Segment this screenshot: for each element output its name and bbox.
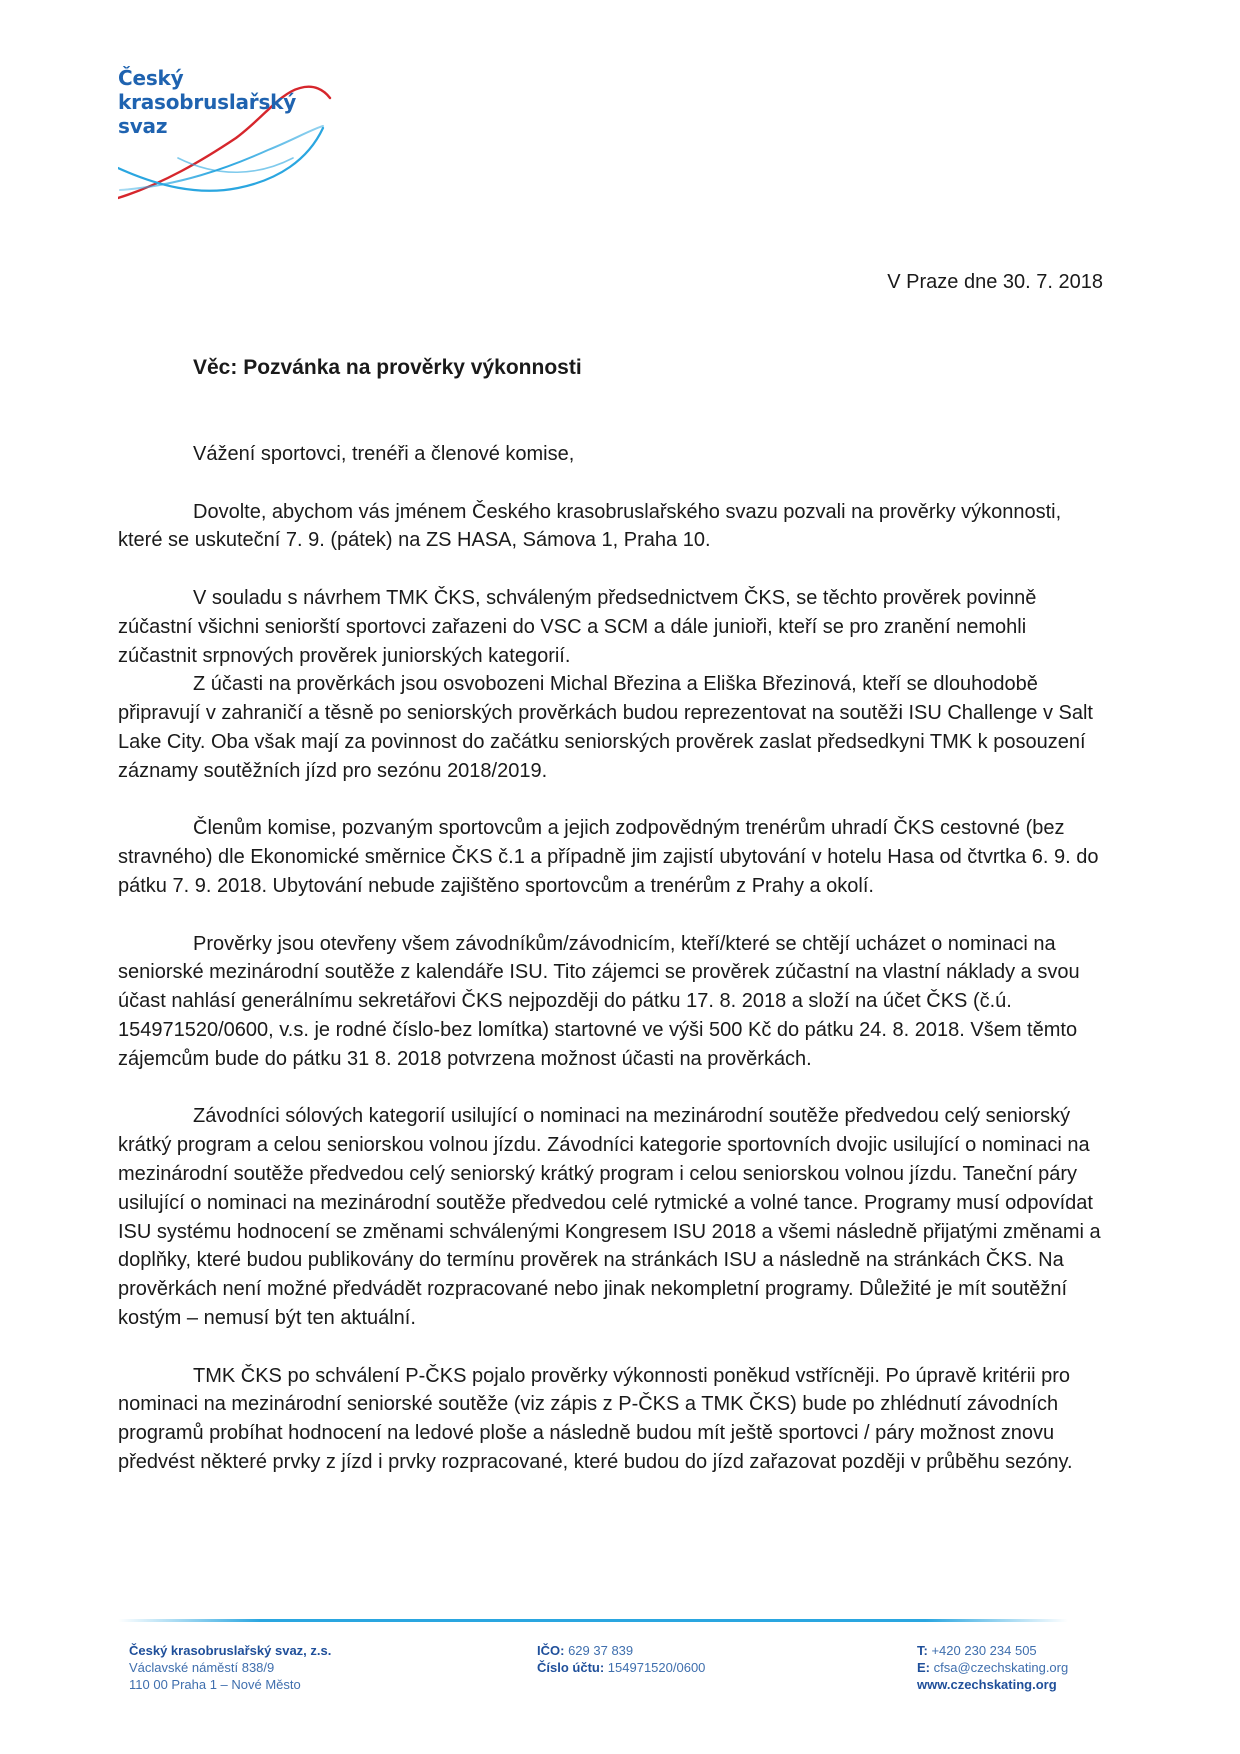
letter-paragraph: Dovolte, abychom vás jménem Českého krasobruslařského svazu pozvali na prověrky výkonnosti, které se uskuteční 7. 9. (pátek) na ZS HASA, Sámova 1, Praha 10. [118,500,1062,552]
letter-salutation: Vážení sportovci, trenéři a členové komise, [193,443,575,465]
footer-org-name: Český krasobruslařský svaz, z.s. [129,1643,332,1658]
organization-logo [118,58,368,208]
letter-date: V Praze dne 30. 7. 2018 [887,271,1103,293]
footer-account-label: Číslo účtu: [537,1660,605,1675]
footer-address-line-1: Václavské náměstí 838/9 [129,1660,275,1675]
footer-ico-value: 629 37 839 [568,1643,634,1658]
footer-phone-label: T: [917,1643,928,1658]
footer-website-link[interactable]: www.czechskating.org [917,1677,1057,1692]
footer-address [129,1642,331,1693]
letter-paragraph: V souladu s návrhem TMK ČKS, schváleným předsednictvem ČKS, se těchto prověrek povinně zúčastní všichni seniorští sportovci zařazeni do VSC a SCM a dále junioři, kteří se pro zranění nemohli zúčastnit srpnových prověrek juniorských kategorií. [118,586,1037,667]
logo-text [118,66,296,138]
letter-body [118,440,1103,1477]
logo-line-1: Český [118,66,184,90]
footer-email-link[interactable]: cfsa@czechskating.org [933,1660,1069,1675]
footer-divider [118,1619,1068,1622]
footer-address-line-2: 110 00 Praha 1 – Nové Město [129,1677,301,1692]
logo-line-2: krasobruslařský [118,90,297,114]
footer-email-label: E: [917,1660,930,1675]
logo-line-3: svaz [118,114,168,138]
letter-paragraph: Prověrky jsou otevřeny všem závodníkům/závodnicím, kteří/které se chtějí ucházet o nominaci na seniorské mezinárodní soutěže z kalendáře ISU. Tito zájemci se prověrek zúčastní na vlastní náklady a svou účast nahlásí generálnímu sekretářovi ČKS nejpozději do pátku 17. 8. 2018 a složí na účet ČKS (č.ú. 154971520/0600, v.s. je rodné číslo-bez lomítka) startovné ve výši 500 Kč do pátku 24. 8. 2018. Všem těmto zájemcům bude do pátku 31 8. 2018 potvrzena možnost účasti na prověrkách. [118,932,1080,1070]
letter-subject: Věc: Pozvánka na prověrky výkonnosti [193,356,582,379]
footer-phone-value: +420 230 234 505 [931,1643,1037,1658]
letter-paragraph: TMK ČKS po schválení P-ČKS pojalo prověrky výkonnosti poněkud vstřícněji. Po úpravě kritérii pro nominaci na mezinárodní seniorské soutěže (viz zápis z P-ČKS a TMK ČKS) bude po zhlédnutí závodních programů probíhat hodnocení na ledové ploše a následně budou mít ještě sportovci / páry možnost znovu předvést některé prvky z jízd i prvky rozpracované, které budou do jízd zařazovat později v průběhu sezóny. [118,1364,1073,1473]
footer-contact [917,1642,1068,1693]
footer-registration [537,1642,705,1676]
letter-paragraph: Závodníci sólových kategorií usilující o nominaci na mezinárodní soutěže předvedou celý seniorský krátký program a celou seniorskou volnou jízdu. Závodníci kategorie sportovních dvojic usilující o nominaci na mezinárodní soutěže předvedou celý seniorský krátký program i celou seniorskou volnou jízdu. Taneční páry usilující o nominaci na mezinárodní soutěže předvedou celé rytmické a volné tance. Programy musí odpovídat ISU systému hodnocení se změnami schválenými Kongresem ISU 2018 a všemi následně přijatými změnami a doplňky, které budou publikovány do termínu prověrek na stránkách ISU a následně na stránkách ČKS. Na prověrkách není možné předvádět rozpracované nebo jinak nekompletní programy. Důležité je mít soutěžní kostým – nemusí být ten aktuální. [118,1105,1101,1329]
letter-paragraph: Z účasti na prověrkách jsou osvobozeni Michal Březina a Eliška Březinová, kteří se dlouhodobě připravují v zahraničí a těsně po seniorských prověrkách budou reprezentovat na soutěži ISU Challenge v Salt Lake City. Oba však mají za povinnost do začátku seniorských prověrek zaslat předsedkyni TMK k posouzení záznamy soutěžních jízd pro sezónu 2018/2019. [118,673,1093,782]
footer-account-value: 154971520/0600 [607,1660,706,1675]
footer-ico-label: IČO: [537,1643,565,1658]
letter-paragraph: Členům komise, pozvaným sportovcům a jejich zodpovědným trenérům uhradí ČKS cestovné (bez stravného) dle Ekonomické směrnice ČKS č.1 a případně jim zajistí ubytování v hotelu Hasa od čtvrtka 6. 9. do pátku 7. 9. 2018. Ubytování nebude zajištěno sportovcům a trenérům z Prahy a okolí. [118,817,1099,897]
